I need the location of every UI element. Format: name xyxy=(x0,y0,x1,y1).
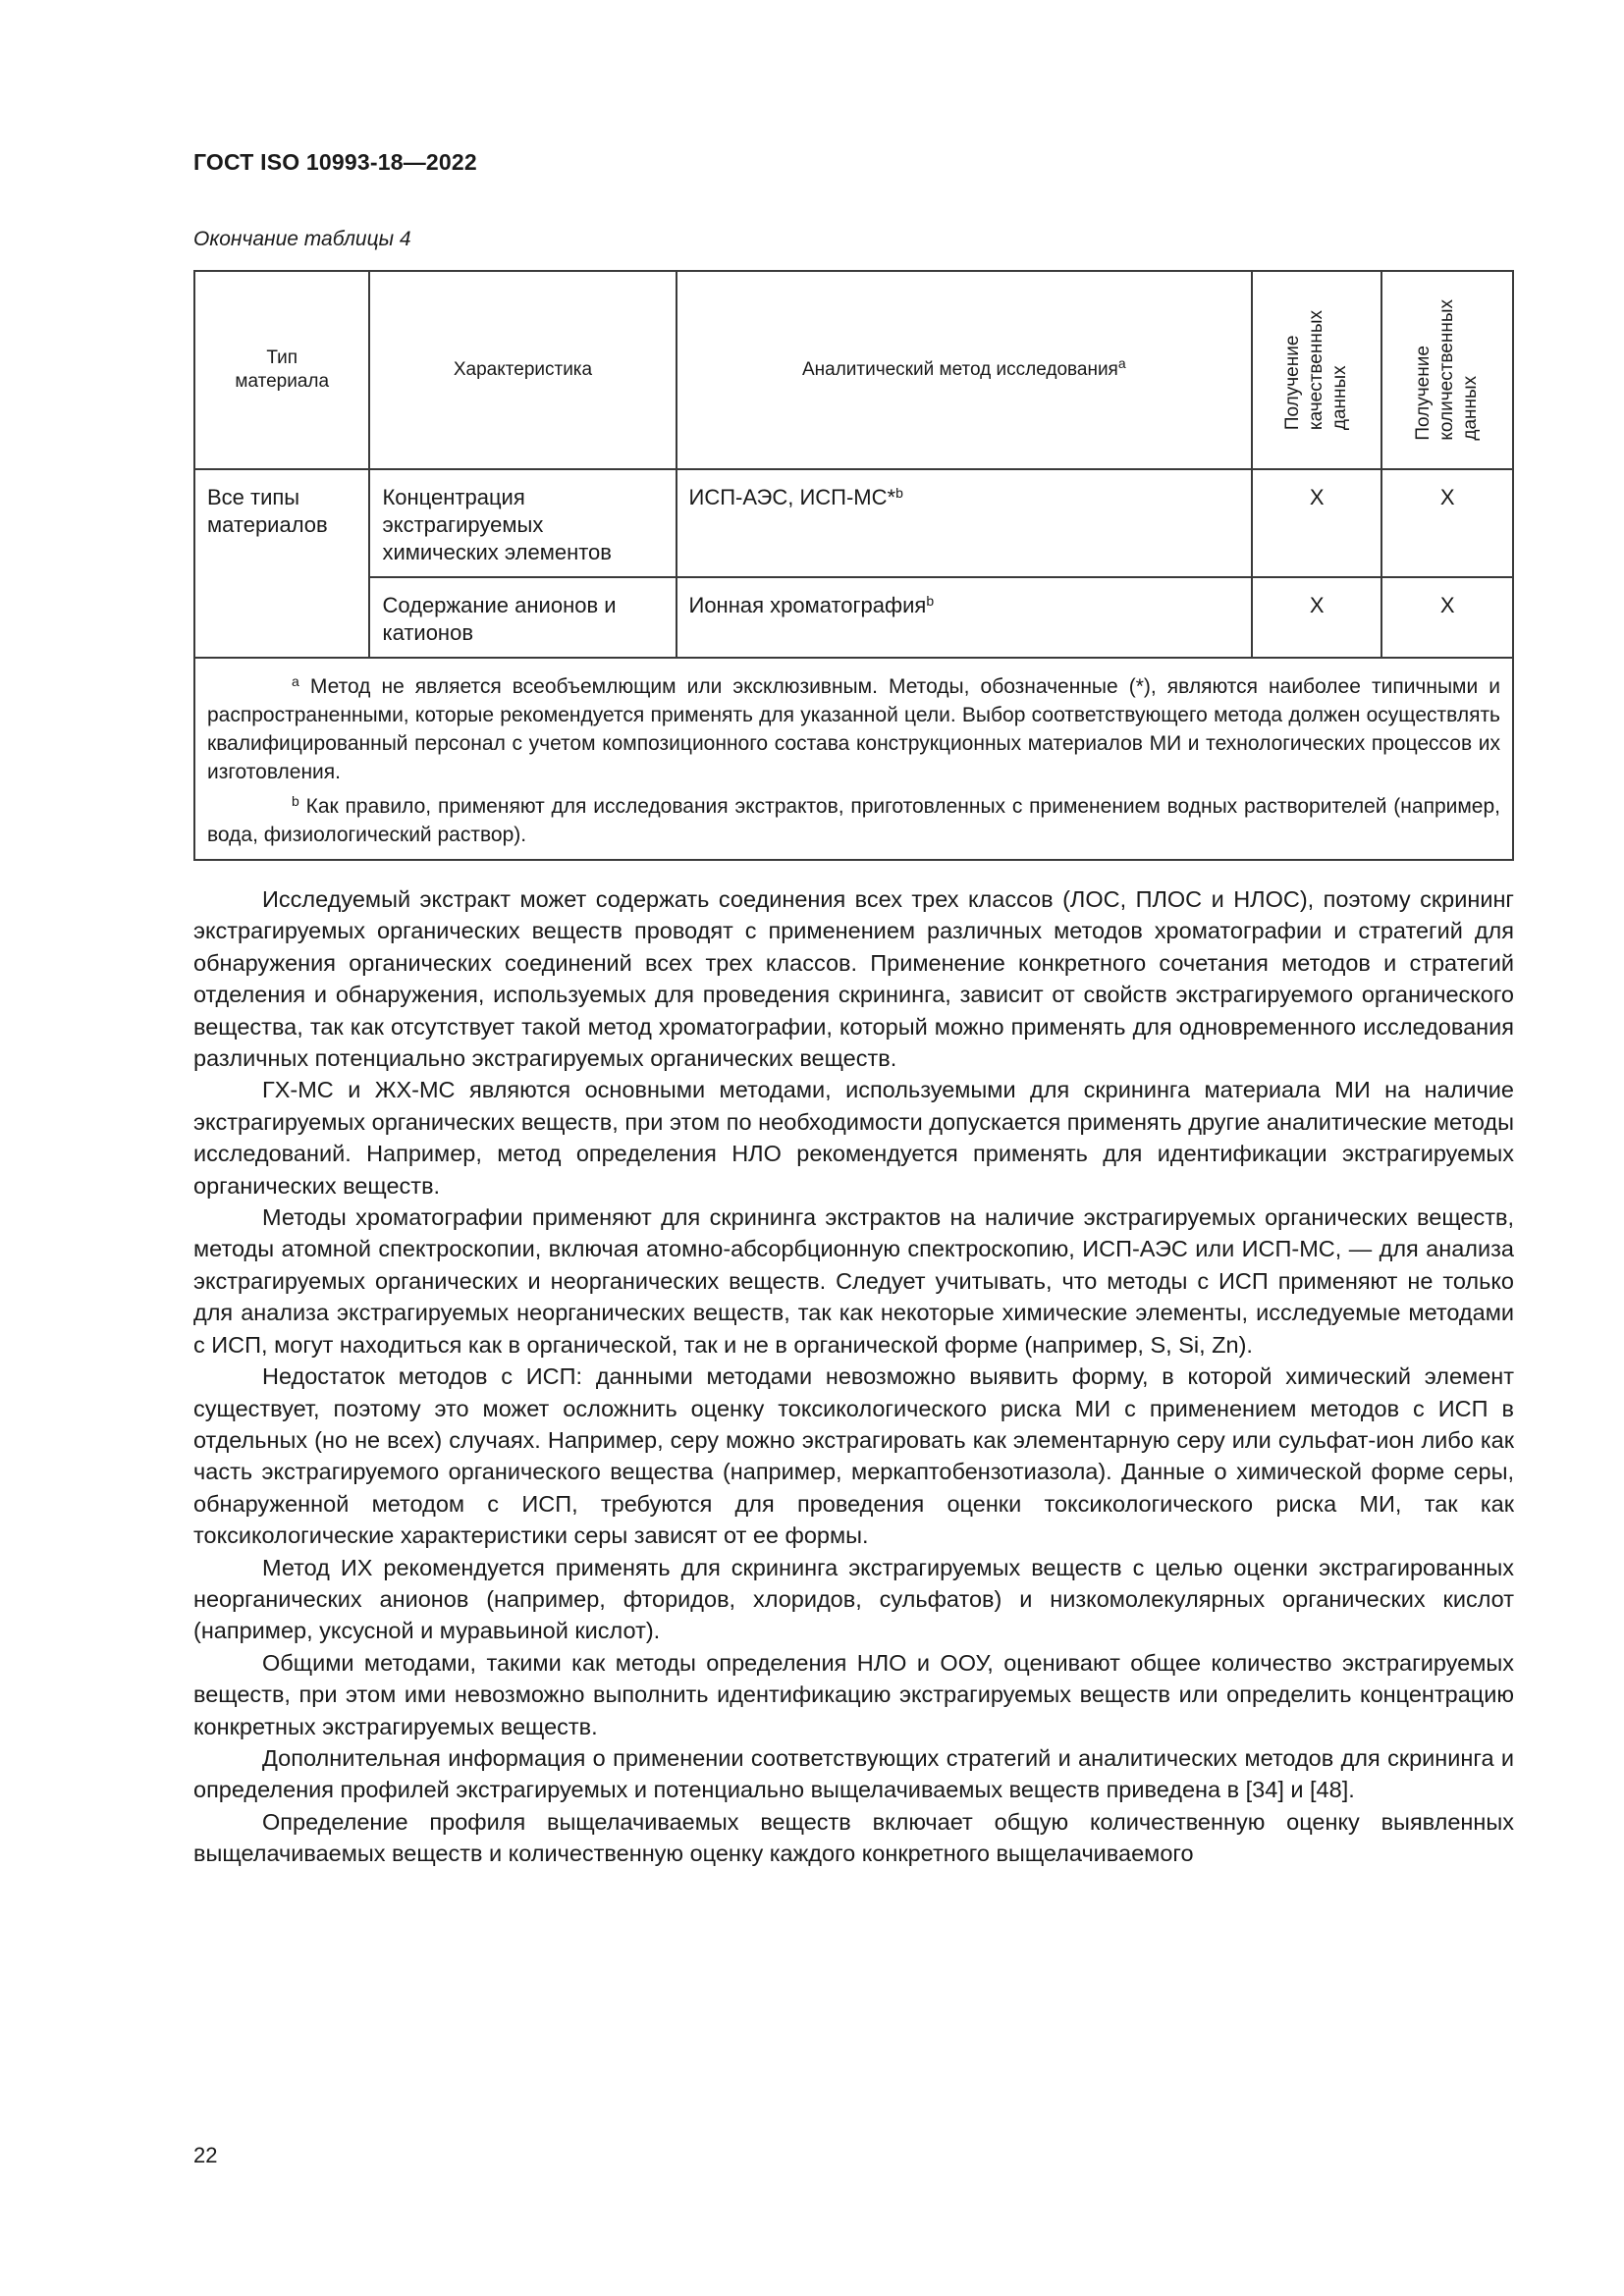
footnote-mark: b xyxy=(895,485,903,501)
header-material-type-text: Тип материала xyxy=(235,347,330,392)
cell-characteristic: Концентрация экстрагируемых химических элементов xyxy=(369,469,676,577)
data-table xyxy=(193,270,1514,861)
paragraph: Метод ИХ рекомендуется применять для скрининга экстрагируемых веществ с целью оценки экстрагированных неорганических анионов (например, фторидов, хлоридов, сульфатов) и низкомолекулярных органических кислот (например, уксусной и муравьиной кислот). xyxy=(193,1554,1514,1644)
header-qualitative-text: Получение качественных данных xyxy=(1282,309,1351,431)
table-notes-row xyxy=(194,658,1513,860)
paragraph: Общими методами, такими как методы определения НЛО и ООУ, оценивают общее количество экстрагируемых веществ, при этом ими невозможно выполнить идентификацию экстрагируемых веществ или определить концентрацию конкретных экстрагируемых веществ. xyxy=(193,1649,1514,1739)
paragraph: Определение профиля выщелачиваемых веществ включает общую количественную оценку выявленных выщелачиваемых веществ и количественную оценку каждого конкретного выщелачиваемого xyxy=(193,1808,1514,1867)
table-notes xyxy=(194,658,1513,860)
cell-method: ИСП-АЭС, ИСП-МС*$^b$ xyxy=(677,469,1253,577)
table-note: $^a$ Метод не является всеобъемлющим или эксклюзивным. Методы, обозначенные (*), являются наиболее типичными и распространенными, которые рекомендуется применять для указанной цели. Выбор соответствующего метода должен осуществлять квалифицированный персонал с учетом композиционного состава конструкционных материалов МИ и технологических процессов их изготовления. xyxy=(207,673,1501,783)
table-caption: Окончание таблицы 4 xyxy=(193,228,411,250)
paragraph: Недостаток методов с ИСП: данными методами невозможно выявить форму, в которой химический элемент существует, поэтому это может осложнить оценку токсикологического риска МИ с применением методов с ИСП в отдельных (но не всех) случаях. Например, серу можно экстрагировать как элементарную серу или сульфат-ион либо как часть экстрагируемого органического вещества (например, меркаптобензотиазола). Данные о химической форме серы, обнаруженной методом с ИСП, требуются для проведения оценки токсикологического риска МИ, так как токсикологические характеристики серы зависят от ее формы. xyxy=(193,1363,1514,1549)
header-characteristic: Характеристика xyxy=(369,271,676,469)
footnote-mark: b xyxy=(926,593,935,609)
page-number: 22 xyxy=(193,2143,218,2167)
header-qualitative xyxy=(1252,271,1381,469)
table-row xyxy=(194,469,1513,577)
paragraph: Методы хроматографии применяют для скрининга экстрактов на наличие экстрагируемых органических веществ, методы атомной спектроскопии, включая атомно-абсорбционную спектроскопию, ИСП-АЭС или ИСП-МС, — для анализа экстрагируемых органических и неорганических веществ. Следует учитывать, что методы с ИСП применяют не только для анализа экстрагируемых неорганических веществ, так как некоторые химические элементы, исследуемые методами с ИСП, могут находиться как в органической, так и не в органической форме (например, S, Si, Zn). xyxy=(193,1204,1514,1358)
cell-characteristic: Содержание анионов и катионов xyxy=(369,577,676,658)
document-header: ГОСТ ISO 10993-18—2022 xyxy=(193,149,477,175)
header-material-type xyxy=(194,271,369,469)
cell-quantitative: X xyxy=(1381,469,1513,577)
cell-qualitative: X xyxy=(1252,577,1381,658)
header-method-footnote-mark: a xyxy=(1117,355,1126,371)
note-mark: a xyxy=(292,673,299,689)
header-method xyxy=(677,271,1253,469)
cell-quantitative: X xyxy=(1381,577,1513,658)
table-row xyxy=(194,577,1513,658)
paragraph: ГХ-МС и ЖХ-МС являются основными методами, используемыми для скрининга материала МИ на наличие экстрагируемых органических веществ, при этом по необходимости допускается применять другие аналитические методы исследований. Например, метод определения НЛО рекомендуется применять для идентификации экстрагируемых органических веществ. xyxy=(193,1077,1514,1199)
table-4 xyxy=(193,270,1514,861)
note-mark: b xyxy=(292,793,299,809)
cell-qualitative: X xyxy=(1252,469,1381,577)
body-text xyxy=(193,883,1514,1870)
header-quantitative-text: Получение количественных данных xyxy=(1413,299,1482,441)
paragraph: Дополнительная информация о применении соответствующих стратегий и аналитических методов для скрининга и определения профилей экстрагируемых и потенциально выщелачиваемых веществ приведена в [34] и [48]. xyxy=(193,1744,1514,1803)
table-note: $^b$ Как правило, применяют для исследования экстрактов, приготовленных с применением водных растворителей (например, вода, физиологический раствор). xyxy=(207,793,1500,846)
header-quantitative xyxy=(1381,271,1513,469)
cell-material-type: Все типы материалов xyxy=(194,469,369,658)
cell-method: Ионная хроматография$^b$ xyxy=(677,577,1253,658)
header-method-text: Аналитический метод исследования xyxy=(801,359,1118,380)
table-header-row xyxy=(194,271,1513,469)
paragraph: Исследуемый экстракт может содержать соединения всех трех классов (ЛОС, ПЛОС и НЛОС), поэтому скрининг экстрагируемых органических веществ проводят с применением различных методов хроматографии и стратегий для обнаружения органических соединений всех трех классов. Применение конкретного сочетания методов и стратегий отделения и обнаружения, используемых для проведения скрининга, зависит от свойств экстрагируемого органического вещества, так как отсутствует такой метод хроматографии, который можно применять для одновременного исследования различных потенциально экстрагируемых органических веществ. xyxy=(193,886,1514,1072)
